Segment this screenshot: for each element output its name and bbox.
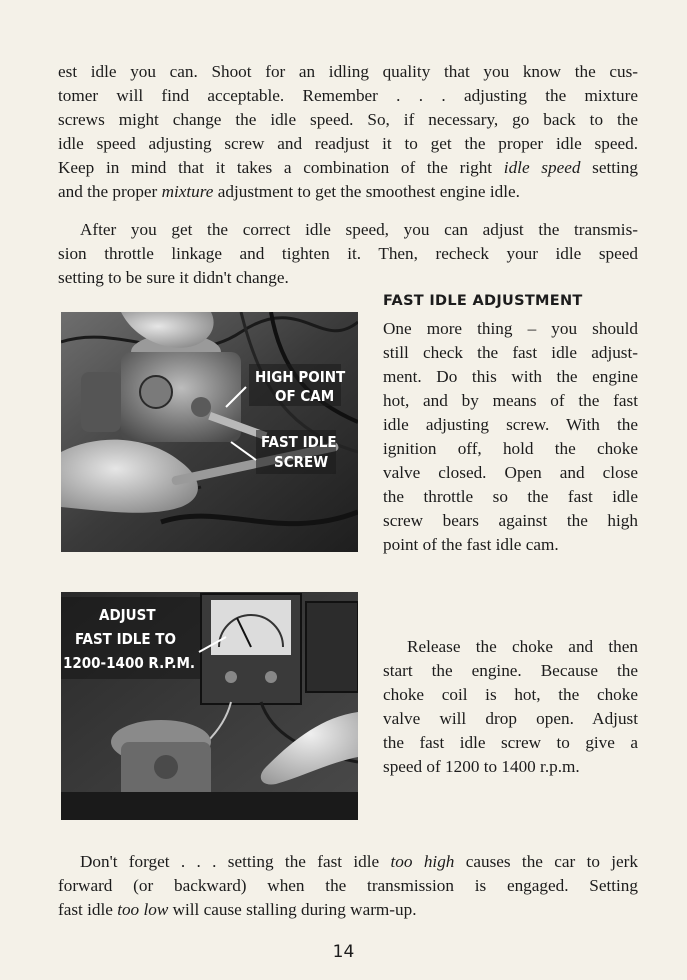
text-line: valve closed. Open and close (383, 463, 638, 482)
paragraph-dont-forget (58, 850, 638, 922)
label-rpm-range: 1200-1400 R.P.M. (63, 654, 196, 672)
text-line: valve will drop open. Adjust (383, 709, 638, 728)
paragraph-throttle-linkage (58, 218, 638, 290)
text-line: Release the choke and then (407, 637, 638, 656)
emphasis-mixture: mixture (161, 182, 214, 201)
text-line: screw bears against the high (383, 511, 638, 530)
text-line (58, 156, 638, 180)
text-run: will cause stalling during warm-up. (168, 900, 417, 919)
text-line: ment. Do this with the engine (383, 367, 638, 386)
text-line: After you get the correct idle speed, you can adjust the transmis- (80, 220, 638, 239)
text-line: the throttle so the fast idle (383, 487, 638, 506)
section-heading: FAST IDLE ADJUSTMENT (383, 293, 583, 309)
text-line (58, 898, 638, 922)
page-number: 14 (332, 942, 355, 962)
emphasis-too-low: too low (117, 900, 169, 919)
emphasis-too-high: too high (390, 852, 455, 871)
text-line: tomer will find acceptable. Remember . . . adjusting the mixture (58, 86, 638, 105)
text-line: the fast idle screw to give a (383, 733, 638, 752)
label-of-cam: OF CAM (275, 387, 335, 405)
text-line: setting to be sure it didn't change. (58, 268, 289, 287)
text-line: speed of 1200 to 1400 r.p.m. (383, 757, 580, 776)
text-line (58, 850, 638, 874)
text-run: adjustment to get the smoothest engine idle. (213, 182, 520, 201)
text-run: Don't forget . . . setting the fast idle (80, 852, 391, 871)
text-line: ignition off, hold the choke (383, 439, 638, 458)
tachometer-photo (61, 592, 358, 820)
text-run: fast idle (58, 900, 118, 919)
label-fast-idle: FAST IDLE (261, 433, 337, 451)
text-line: point of the fast idle cam. (383, 535, 559, 554)
text-line: forward (or backward) when the transmission is engaged. Setting (58, 876, 638, 895)
text-line: One more thing – you should (383, 319, 638, 338)
text-line: choke coil is hot, the choke (383, 685, 638, 704)
text-run: and the proper (58, 182, 162, 201)
label-fast-idle-to: FAST IDLE TO (75, 630, 176, 648)
emphasis-idle-speed: idle speed (503, 158, 581, 177)
fast-idle-instructions (383, 317, 638, 557)
text-run: setting (580, 158, 638, 177)
label-high-point: HIGH POINT (255, 368, 346, 386)
carburetor-photo-image (61, 312, 358, 552)
text-line: still check the fast idle adjust- (383, 343, 638, 362)
label-screw: SCREW (274, 453, 329, 471)
text-run: Keep in mind that it takes a combination of the right (58, 158, 504, 177)
tachometer-photo-image (61, 592, 358, 820)
text-line: est idle you can. Shoot for an idling quality that you know the cus- (58, 62, 638, 81)
text-line: idle adjusting screw. With the (383, 415, 638, 434)
text-line: sion throttle linkage and tighten it. Then, recheck your idle speed (58, 244, 638, 263)
text-line: hot, and by means of the fast (383, 391, 638, 410)
text-line: screws might change the idle speed. So, if necessary, go back to the (58, 110, 638, 129)
paragraph-idle-mixture (58, 60, 638, 204)
text-line (58, 180, 638, 204)
carburetor-photo (61, 312, 358, 552)
text-run: causes the car to jerk (454, 852, 638, 871)
text-line: idle speed adjusting screw and readjust it to get the proper idle speed. (58, 134, 638, 153)
release-choke-instructions (383, 635, 638, 779)
label-adjust: ADJUST (99, 606, 156, 624)
text-line: start the engine. Because the (383, 661, 638, 680)
